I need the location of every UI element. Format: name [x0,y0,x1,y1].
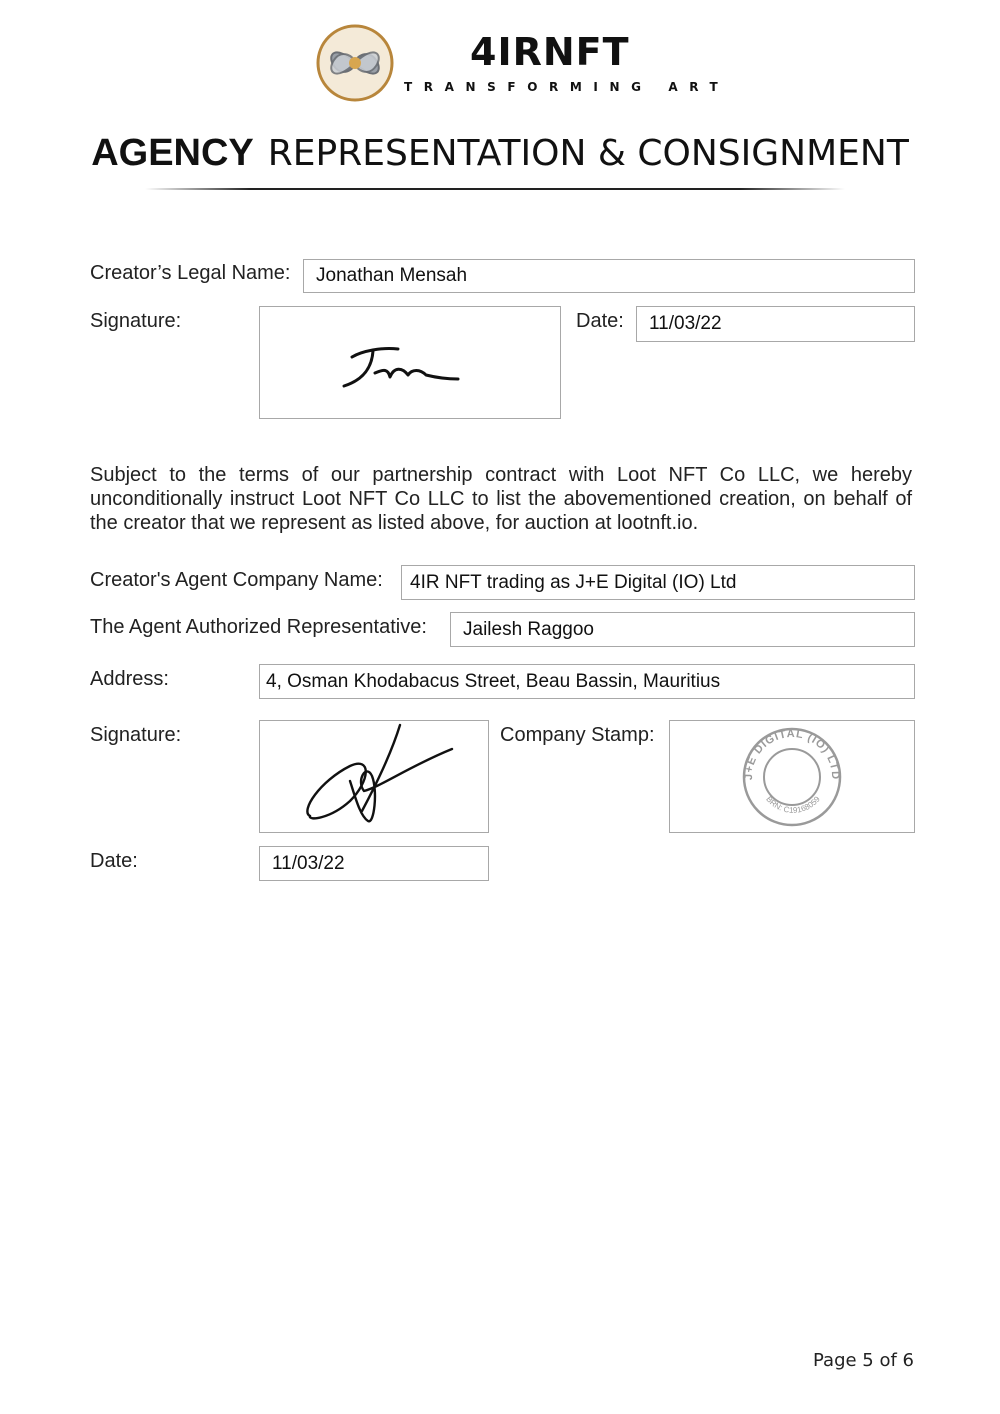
company-stamp-label: Company Stamp: [500,724,655,746]
creator-signature-label: Signature: [90,310,182,332]
title-bold: AGENCY [91,132,254,174]
svg-text:J+E DIGITAL (IO) LTD [743,728,841,780]
agent-signature-box[interactable] [259,720,489,833]
stamp-company-text: J+E DIGITAL (IO) LTD [742,727,842,781]
creator-signature-box[interactable] [259,306,561,419]
agent-representative-label: The Agent Authorized Representative: [90,616,427,638]
agent-date-field[interactable]: 11/03/22 [259,846,489,881]
title-divider [145,188,845,190]
agent-signature-label: Signature: [90,724,182,746]
agent-date-label: Date: [90,850,138,872]
agent-signature-icon [260,721,488,832]
stamp-brn-text: BRN: C19168059 [764,794,822,815]
brand-name: 4IRNFT [470,30,630,74]
agent-representative-field[interactable]: Jailesh Raggoo [450,612,915,647]
title-rest: REPRESENTATION & CONSIGNMENT [267,133,909,174]
document-title [0,132,1000,175]
creator-legal-name-label: Creator’s Legal Name: [90,262,291,284]
creator-date-label: Date: [576,310,624,332]
agent-company-label: Creator's Agent Company Name: [90,569,383,591]
company-stamp-box[interactable] [669,720,915,833]
brand-logo-icon [316,24,394,102]
agent-company-field[interactable]: 4IR NFT trading as J+E Digital (IO) Ltd [401,565,915,600]
agent-address-label: Address: [90,668,169,690]
agent-address-field[interactable]: 4, Osman Khodabacus Street, Beau Bassin, Mauritius [259,664,915,699]
brand-tagline: TRANSFORMING ART [404,80,730,94]
creator-signature-icon [260,307,560,418]
company-stamp-icon [670,721,914,832]
page-number: Page 5 of 6 [813,1350,914,1371]
creator-legal-name-field[interactable]: Jonathan Mensah [303,259,915,293]
instruction-paragraph: Subject to the terms of our partnership contract with Loot NFT Co LLC, we hereby unconditionally instruct Loot NFT Co LLC to list the abovementioned creation, on behalf of the creator that we represent as listed above, for auction at lootnft.io. [90,464,912,534]
creator-date-field[interactable]: 11/03/22 [636,306,915,342]
